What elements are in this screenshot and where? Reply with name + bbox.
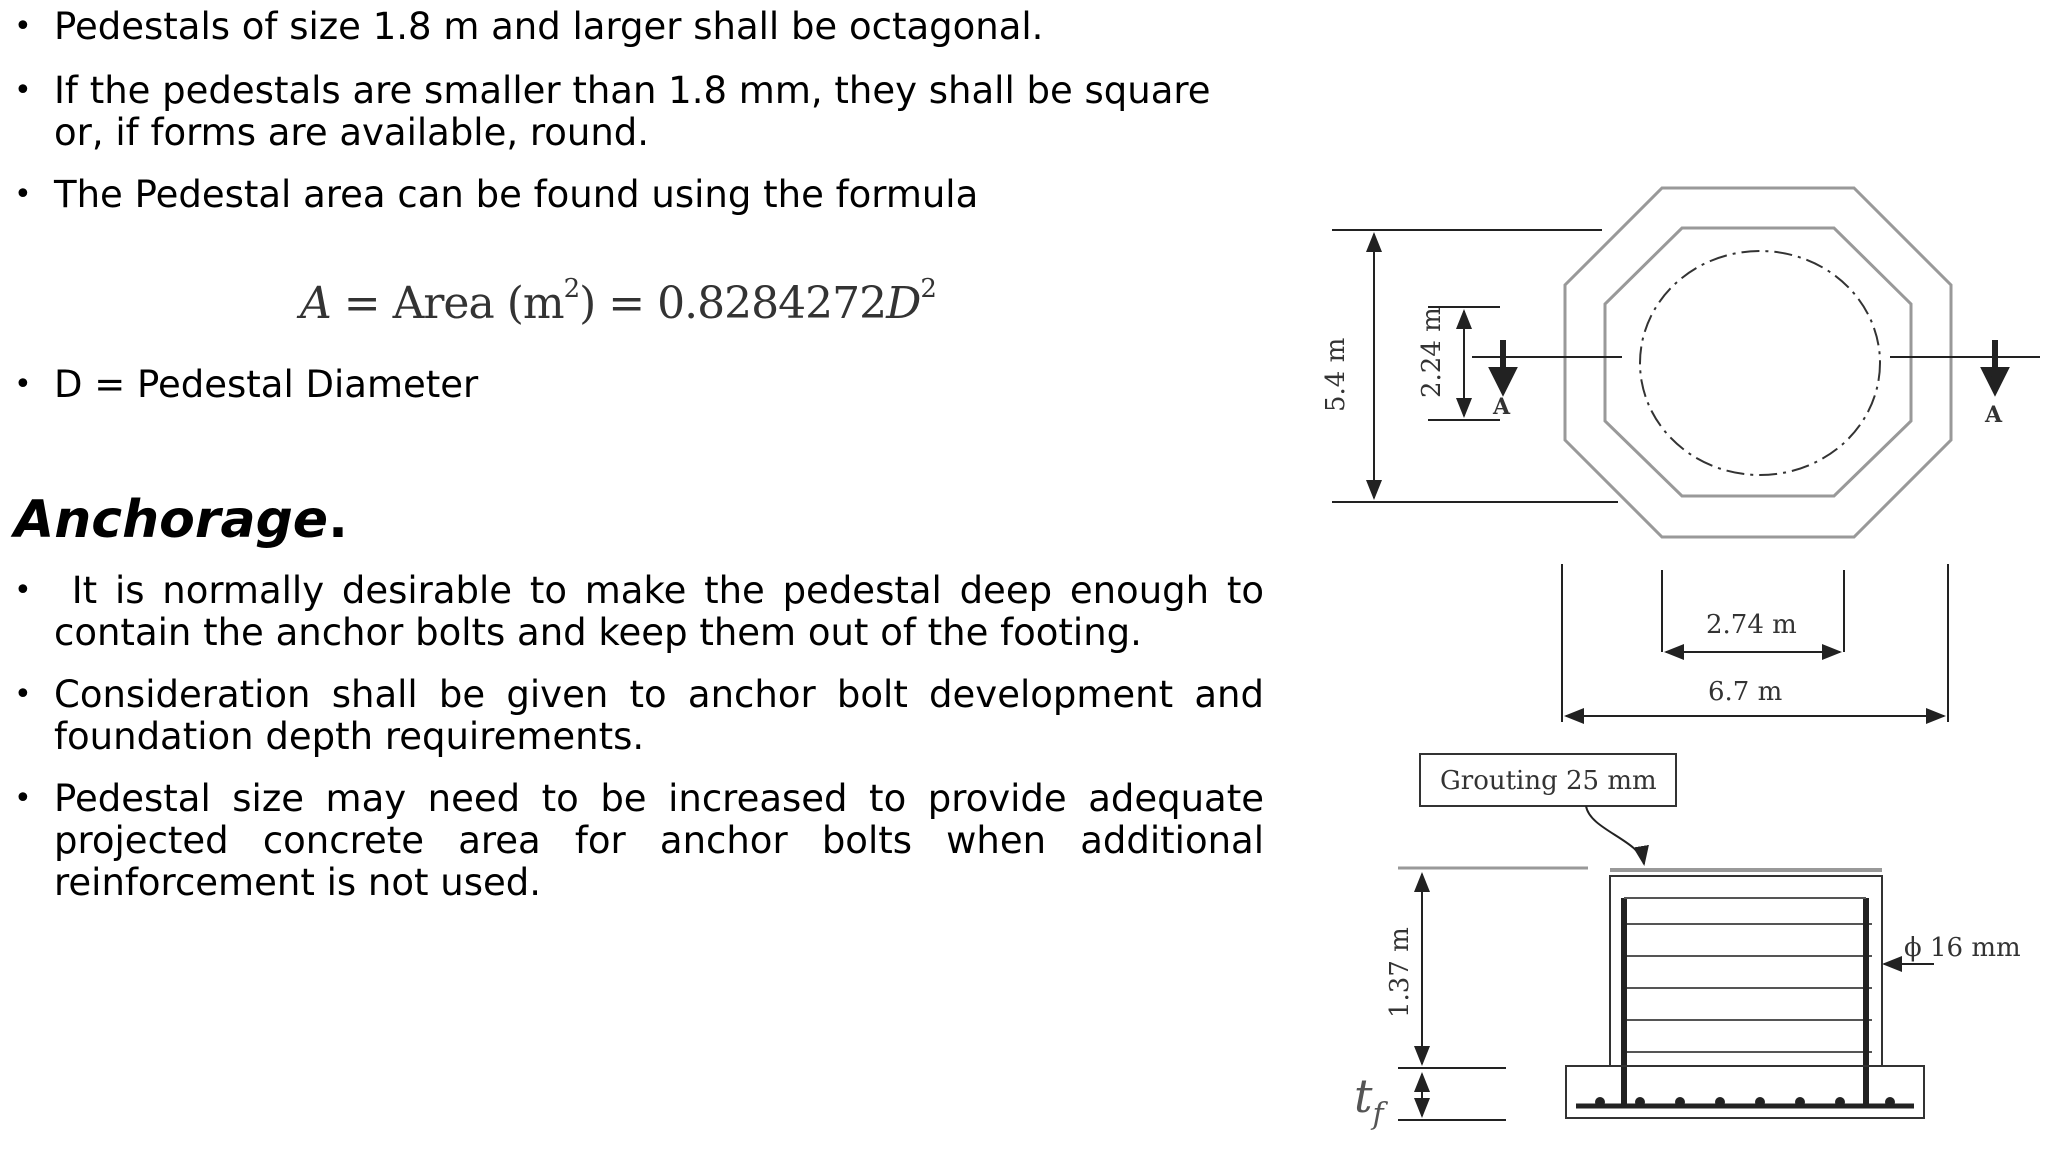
formula-exp: 2	[563, 274, 580, 304]
section-label-left: A	[1493, 394, 1511, 420]
heading-text: Anchorage	[14, 490, 329, 550]
formula-mid: = Area (m	[330, 278, 564, 329]
bullet-5	[14, 569, 1276, 654]
section-arrow-right	[1985, 340, 2005, 390]
formula-lhs: A	[300, 278, 331, 329]
formula-exp2: 2	[920, 274, 936, 304]
bullet-6	[14, 673, 1264, 758]
bullet-text: Pedestals of size 1.8 m and larger shall be octagonal.	[54, 5, 1044, 48]
dim-inner-width: 2.74 m	[1706, 610, 1797, 640]
bullet-text: The Pedestal area can be found using the formula	[54, 173, 979, 216]
bullet-text: If the pedestals are smaller than 1.8 mm, they shall be square or, if forms are available, round.	[54, 69, 1211, 154]
bar-size-label: ϕ 16 mm	[1904, 933, 2021, 963]
bullet-dot: •	[14, 573, 32, 608]
bullet-text: Pedestal size may need to be increased to provide adequate projected concrete area for anchor bolts when additional reinforcement is not used.	[54, 777, 1264, 904]
formula-var: D	[886, 278, 921, 329]
section-label-right: A	[1985, 402, 2003, 428]
section-heading	[14, 490, 348, 550]
bullet-dot: •	[14, 677, 32, 712]
bullet-3	[14, 174, 1254, 218]
footing-elevation	[1566, 1066, 1924, 1118]
section-arrow-left	[1493, 340, 1513, 390]
area-formula	[300, 274, 936, 329]
dim-outer-width: 6.7 m	[1708, 677, 1783, 707]
dim-inner-height: 2.24 m	[1417, 307, 1447, 398]
bolt-circle	[1640, 251, 1880, 475]
bullet-4	[14, 364, 1254, 408]
bullet-dot: •	[14, 367, 32, 402]
tf-sub: f	[1372, 1097, 1384, 1132]
bullet-text: It is normally desirable to make the pedestal deep enough to contain the anchor bolts and keep them out of the footing.	[54, 569, 1276, 654]
bullet-dot: •	[14, 73, 32, 108]
dim-total-height: 5.4 m	[1321, 337, 1351, 412]
pedestal-elevation	[1610, 876, 1882, 1066]
grouting-label: Grouting 25 mm	[1440, 766, 1657, 796]
bullet-dot: •	[14, 781, 32, 816]
bullet-dot: •	[14, 177, 32, 212]
formula-close: ) = 0.8284272	[579, 278, 887, 329]
bullet-dot: •	[14, 9, 32, 44]
inner-octagon	[1605, 228, 1911, 496]
bullet-1	[14, 6, 1254, 50]
pedestal-diagram	[1300, 180, 2048, 1140]
tf-main: t	[1354, 1069, 1373, 1123]
bullet-2	[14, 70, 1254, 154]
bullet-7	[14, 777, 1264, 904]
bullet-text: Consideration shall be given to anchor bolt development and foundation depth requirements.	[54, 673, 1264, 758]
outer-octagon	[1565, 188, 1951, 537]
bullet-text: D = Pedestal Diameter	[54, 363, 479, 406]
dim-pedestal-height: 1.37 m	[1385, 927, 1415, 1018]
heading-punct: .	[328, 490, 348, 550]
footing-thickness-label	[1354, 1069, 1389, 1132]
